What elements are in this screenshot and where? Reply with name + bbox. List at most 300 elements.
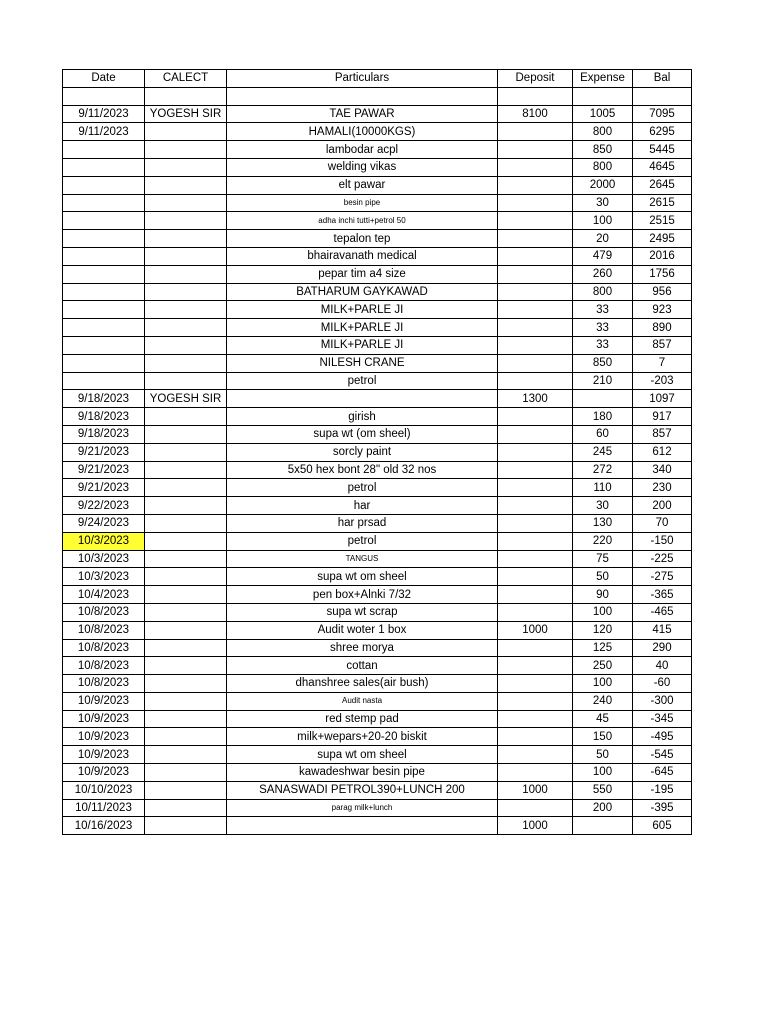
table-row: [63, 194, 692, 212]
ledger-table: [62, 69, 692, 835]
cell-date: [63, 247, 145, 265]
cell-particulars: pepar tim a4 size: [227, 265, 498, 283]
table-row: [63, 817, 692, 835]
cell-bal: 4645: [633, 158, 692, 176]
cell-particulars: tepalon tep: [227, 230, 498, 248]
cell-calect: [145, 746, 227, 764]
cell-deposit: [498, 283, 573, 301]
cell-particulars: MILK+PARLE JI: [227, 301, 498, 319]
cell-particulars: TANGUS: [227, 550, 498, 568]
header-calect: CALECT: [145, 70, 227, 88]
table-row: [63, 265, 692, 283]
cell-particulars: SANASWADI PETROL390+LUNCH 200: [227, 781, 498, 799]
cell-date: [63, 194, 145, 212]
table-row: [63, 639, 692, 657]
table-row: [63, 479, 692, 497]
cell-date: 10/16/2023: [63, 817, 145, 835]
cell-particulars: NILESH CRANE: [227, 354, 498, 372]
table-row: [63, 176, 692, 194]
cell-date: 9/21/2023: [63, 443, 145, 461]
table-row: [63, 799, 692, 817]
cell-calect: [145, 123, 227, 141]
cell-bal: -395: [633, 799, 692, 817]
cell-particulars: BATHARUM GAYKAWAD: [227, 283, 498, 301]
cell-particulars: 5x50 hex bont 28" old 32 nos: [227, 461, 498, 479]
cell-deposit: [498, 141, 573, 159]
cell-date: 9/24/2023: [63, 514, 145, 532]
cell-deposit: [498, 425, 573, 443]
cell-calect: [145, 336, 227, 354]
cell-date: [63, 158, 145, 176]
cell-particulars: petrol: [227, 532, 498, 550]
cell-expense: 110: [573, 479, 633, 497]
cell-bal: 923: [633, 301, 692, 319]
cell-particulars: pen box+Alnki 7/32: [227, 586, 498, 604]
table-row: [63, 603, 692, 621]
table-row: [63, 230, 692, 248]
cell-expense: 100: [573, 675, 633, 693]
cell-date: 10/3/2023: [63, 532, 145, 550]
table-row: [63, 283, 692, 301]
cell-particulars: petrol: [227, 479, 498, 497]
cell-bal: 1097: [633, 390, 692, 408]
cell-particulars: TAE PAWAR: [227, 105, 498, 123]
table-row: [63, 425, 692, 443]
cell-bal: -545: [633, 746, 692, 764]
cell-expense: 272: [573, 461, 633, 479]
table-row: [63, 497, 692, 515]
cell-date: 10/9/2023: [63, 764, 145, 782]
cell-date: [63, 176, 145, 194]
cell-bal: -365: [633, 586, 692, 604]
cell-particulars: MILK+PARLE JI: [227, 319, 498, 337]
cell-bal: 2645: [633, 176, 692, 194]
cell-calect: [145, 247, 227, 265]
cell-expense: 120: [573, 621, 633, 639]
cell-calect: YOGESH SIR: [145, 390, 227, 408]
cell-particulars: milk+wepars+20-20 biskit: [227, 728, 498, 746]
cell-date: [63, 301, 145, 319]
cell-bal: 230: [633, 479, 692, 497]
cell-date: 10/11/2023: [63, 799, 145, 817]
cell-bal: -645: [633, 764, 692, 782]
table-row: [63, 141, 692, 159]
table-row: [63, 408, 692, 426]
cell-date: 9/18/2023: [63, 390, 145, 408]
cell-expense: 125: [573, 639, 633, 657]
cell-particulars: dhanshree sales(air bush): [227, 675, 498, 693]
cell-date: 9/18/2023: [63, 425, 145, 443]
cell-bal: 2615: [633, 194, 692, 212]
cell-deposit: [498, 372, 573, 390]
table-row: [63, 123, 692, 141]
cell-calect: [145, 176, 227, 194]
cell-expense: 850: [573, 354, 633, 372]
cell-expense: 33: [573, 336, 633, 354]
cell-expense: 180: [573, 408, 633, 426]
cell-expense: 240: [573, 692, 633, 710]
cell-expense: 550: [573, 781, 633, 799]
cell-calect: [145, 603, 227, 621]
cell-calect: [145, 728, 227, 746]
cell-calect: [145, 532, 227, 550]
cell-bal: 415: [633, 621, 692, 639]
cell-date: 9/11/2023: [63, 123, 145, 141]
cell-bal: 2016: [633, 247, 692, 265]
cell-calect: [145, 710, 227, 728]
cell-date: [63, 265, 145, 283]
cell-date: 10/4/2023: [63, 586, 145, 604]
cell-deposit: [498, 586, 573, 604]
cell-bal: 605: [633, 817, 692, 835]
cell-expense: 33: [573, 319, 633, 337]
table-row: [63, 212, 692, 230]
cell-particulars: [227, 817, 498, 835]
cell-date: 10/3/2023: [63, 550, 145, 568]
cell-date: [63, 372, 145, 390]
cell-calect: [145, 230, 227, 248]
cell-expense: 30: [573, 497, 633, 515]
cell-bal: 40: [633, 657, 692, 675]
cell-calect: [145, 319, 227, 337]
cell-calect: [145, 301, 227, 319]
cell-deposit: [498, 247, 573, 265]
cell-bal: -203: [633, 372, 692, 390]
cell-particulars: supa wt scrap: [227, 603, 498, 621]
cell-expense: 800: [573, 158, 633, 176]
cell-bal: -150: [633, 532, 692, 550]
cell-deposit: [498, 212, 573, 230]
cell-deposit: 1000: [498, 621, 573, 639]
cell-expense: 100: [573, 212, 633, 230]
cell-expense: 800: [573, 283, 633, 301]
table-row: [63, 586, 692, 604]
cell-expense: 479: [573, 247, 633, 265]
cell-calect: YOGESH SIR: [145, 105, 227, 123]
table-row: [63, 514, 692, 532]
cell-expense: 130: [573, 514, 633, 532]
table-row: [63, 621, 692, 639]
cell-date: 10/8/2023: [63, 603, 145, 621]
cell-calect: [145, 283, 227, 301]
cell-calect: [145, 212, 227, 230]
cell-calect: [145, 657, 227, 675]
cell-expense: 20: [573, 230, 633, 248]
cell-deposit: [498, 461, 573, 479]
cell-calect: [145, 443, 227, 461]
cell-expense: [573, 390, 633, 408]
cell-date: [63, 87, 145, 105]
table-row: [63, 746, 692, 764]
cell-bal: 956: [633, 283, 692, 301]
cell-calect: [145, 425, 227, 443]
cell-expense: 75: [573, 550, 633, 568]
cell-calect: [145, 479, 227, 497]
cell-particulars: girish: [227, 408, 498, 426]
cell-particulars: [227, 87, 498, 105]
cell-expense: 210: [573, 372, 633, 390]
cell-calect: [145, 461, 227, 479]
cell-bal: -300: [633, 692, 692, 710]
cell-expense: [573, 817, 633, 835]
table-row: [63, 87, 692, 105]
cell-bal: 200: [633, 497, 692, 515]
cell-deposit: 1000: [498, 781, 573, 799]
cell-date: 10/8/2023: [63, 657, 145, 675]
cell-calect: [145, 799, 227, 817]
table-row: [63, 105, 692, 123]
table-row: [63, 247, 692, 265]
cell-calect: [145, 141, 227, 159]
cell-date: 10/9/2023: [63, 728, 145, 746]
cell-date: 10/8/2023: [63, 675, 145, 693]
cell-expense: 1005: [573, 105, 633, 123]
cell-calect: [145, 817, 227, 835]
cell-calect: [145, 764, 227, 782]
cell-bal: 7: [633, 354, 692, 372]
table-row: [63, 319, 692, 337]
cell-particulars: petrol: [227, 372, 498, 390]
table-row: [63, 354, 692, 372]
cell-particulars: Audit nasta: [227, 692, 498, 710]
cell-deposit: [498, 710, 573, 728]
cell-deposit: [498, 336, 573, 354]
cell-bal: -495: [633, 728, 692, 746]
cell-bal: 70: [633, 514, 692, 532]
cell-bal: 917: [633, 408, 692, 426]
cell-expense: 60: [573, 425, 633, 443]
cell-calect: [145, 265, 227, 283]
cell-deposit: [498, 799, 573, 817]
cell-calect: [145, 372, 227, 390]
cell-deposit: [498, 746, 573, 764]
cell-deposit: [498, 497, 573, 515]
cell-deposit: [498, 194, 573, 212]
cell-expense: 260: [573, 265, 633, 283]
cell-date: [63, 283, 145, 301]
cell-deposit: [498, 176, 573, 194]
cell-particulars: adha inchi tutti+petrol 50: [227, 212, 498, 230]
cell-particulars: MILK+PARLE JI: [227, 336, 498, 354]
cell-deposit: [498, 123, 573, 141]
table-row: [63, 301, 692, 319]
header-expense: Expense: [573, 70, 633, 88]
header-date: Date: [63, 70, 145, 88]
cell-particulars: elt pawar: [227, 176, 498, 194]
cell-expense: 250: [573, 657, 633, 675]
cell-expense: 150: [573, 728, 633, 746]
cell-calect: [145, 194, 227, 212]
cell-deposit: [498, 230, 573, 248]
cell-particulars: Audit woter 1 box: [227, 621, 498, 639]
cell-expense: 850: [573, 141, 633, 159]
cell-date: 10/9/2023: [63, 692, 145, 710]
cell-expense: 90: [573, 586, 633, 604]
cell-deposit: [498, 675, 573, 693]
cell-deposit: [498, 443, 573, 461]
cell-calect: [145, 354, 227, 372]
table-row: [63, 781, 692, 799]
cell-particulars: parag milk+lunch: [227, 799, 498, 817]
cell-deposit: [498, 158, 573, 176]
cell-date: [63, 141, 145, 159]
cell-bal: -465: [633, 603, 692, 621]
cell-particulars: cottan: [227, 657, 498, 675]
table-row: [63, 158, 692, 176]
cell-particulars: bhairavanath medical: [227, 247, 498, 265]
cell-date: [63, 336, 145, 354]
cell-particulars: supa wt (om sheel): [227, 425, 498, 443]
table-row: [63, 461, 692, 479]
cell-deposit: [498, 408, 573, 426]
cell-bal: 857: [633, 425, 692, 443]
cell-expense: 45: [573, 710, 633, 728]
cell-deposit: [498, 319, 573, 337]
cell-date: [63, 319, 145, 337]
cell-particulars: har: [227, 497, 498, 515]
cell-deposit: [498, 568, 573, 586]
cell-date: 10/8/2023: [63, 621, 145, 639]
cell-expense: 30: [573, 194, 633, 212]
cell-calect: [145, 514, 227, 532]
cell-deposit: [498, 301, 573, 319]
cell-date: [63, 212, 145, 230]
table-row: [63, 390, 692, 408]
table-row: [63, 675, 692, 693]
cell-particulars: kawadeshwar besin pipe: [227, 764, 498, 782]
cell-date: 10/8/2023: [63, 639, 145, 657]
cell-expense: 100: [573, 603, 633, 621]
cell-expense: 200: [573, 799, 633, 817]
cell-bal: 2515: [633, 212, 692, 230]
ledger-body: [63, 87, 692, 834]
table-row: [63, 728, 692, 746]
cell-bal: 7095: [633, 105, 692, 123]
cell-particulars: shree morya: [227, 639, 498, 657]
header-particulars: Particulars: [227, 70, 498, 88]
cell-expense: 100: [573, 764, 633, 782]
table-row: [63, 372, 692, 390]
cell-deposit: [498, 692, 573, 710]
cell-deposit: [498, 728, 573, 746]
cell-deposit: [498, 550, 573, 568]
cell-calect: [145, 550, 227, 568]
cell-date: [63, 354, 145, 372]
table-row: [63, 710, 692, 728]
cell-date: [63, 230, 145, 248]
cell-calect: [145, 586, 227, 604]
table-row: [63, 443, 692, 461]
table-row: [63, 568, 692, 586]
cell-calect: [145, 408, 227, 426]
header-deposit: Deposit: [498, 70, 573, 88]
cell-expense: 33: [573, 301, 633, 319]
table-row: [63, 550, 692, 568]
table-row: [63, 692, 692, 710]
cell-calect: [145, 781, 227, 799]
cell-expense: 2000: [573, 176, 633, 194]
cell-calect: [145, 639, 227, 657]
cell-bal: -345: [633, 710, 692, 728]
cell-calect: [145, 497, 227, 515]
cell-deposit: [498, 265, 573, 283]
cell-particulars: red stemp pad: [227, 710, 498, 728]
cell-calect: [145, 568, 227, 586]
cell-date: 9/21/2023: [63, 479, 145, 497]
cell-particulars: sorcly paint: [227, 443, 498, 461]
cell-date: 9/11/2023: [63, 105, 145, 123]
cell-expense: 245: [573, 443, 633, 461]
cell-date: 10/9/2023: [63, 710, 145, 728]
cell-deposit: [498, 479, 573, 497]
table-row: [63, 336, 692, 354]
cell-date: 9/21/2023: [63, 461, 145, 479]
cell-deposit: 1300: [498, 390, 573, 408]
cell-calect: [145, 87, 227, 105]
cell-expense: 800: [573, 123, 633, 141]
cell-bal: 890: [633, 319, 692, 337]
cell-date: 10/10/2023: [63, 781, 145, 799]
cell-calect: [145, 675, 227, 693]
cell-deposit: 8100: [498, 105, 573, 123]
cell-deposit: [498, 354, 573, 372]
cell-bal: 5445: [633, 141, 692, 159]
cell-particulars: supa wt om sheel: [227, 746, 498, 764]
cell-bal: 6295: [633, 123, 692, 141]
cell-deposit: [498, 532, 573, 550]
cell-deposit: [498, 514, 573, 532]
cell-particulars: har prsad: [227, 514, 498, 532]
cell-bal: [633, 87, 692, 105]
cell-bal: -225: [633, 550, 692, 568]
cell-date: 10/3/2023: [63, 568, 145, 586]
cell-expense: 220: [573, 532, 633, 550]
cell-bal: -60: [633, 675, 692, 693]
cell-particulars: [227, 390, 498, 408]
cell-date: 9/18/2023: [63, 408, 145, 426]
cell-calect: [145, 621, 227, 639]
header-row: [63, 70, 692, 88]
cell-deposit: [498, 639, 573, 657]
cell-calect: [145, 158, 227, 176]
table-row: [63, 532, 692, 550]
cell-date: 9/22/2023: [63, 497, 145, 515]
cell-deposit: [498, 764, 573, 782]
table-row: [63, 764, 692, 782]
cell-expense: 50: [573, 746, 633, 764]
cell-bal: 290: [633, 639, 692, 657]
cell-bal: 2495: [633, 230, 692, 248]
cell-bal: -195: [633, 781, 692, 799]
cell-expense: 50: [573, 568, 633, 586]
cell-bal: -275: [633, 568, 692, 586]
cell-deposit: 1000: [498, 817, 573, 835]
cell-expense: [573, 87, 633, 105]
cell-calect: [145, 692, 227, 710]
cell-bal: 612: [633, 443, 692, 461]
cell-deposit: [498, 87, 573, 105]
cell-bal: 857: [633, 336, 692, 354]
cell-particulars: HAMALI(10000KGS): [227, 123, 498, 141]
cell-date: 10/9/2023: [63, 746, 145, 764]
table-row: [63, 657, 692, 675]
cell-deposit: [498, 657, 573, 675]
cell-bal: 340: [633, 461, 692, 479]
cell-particulars: besin pipe: [227, 194, 498, 212]
cell-particulars: supa wt om sheel: [227, 568, 498, 586]
header-bal: Bal: [633, 70, 692, 88]
cell-deposit: [498, 603, 573, 621]
